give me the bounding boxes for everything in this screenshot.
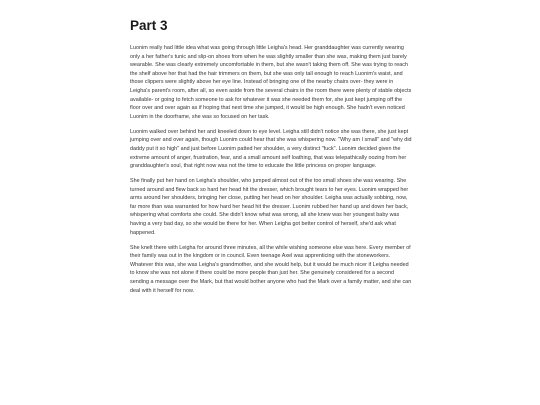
- paragraph-2: Luonim walked over behind her and kneeled down to eye level. Leigha still didn't notice she was there, she just kept jumping over and over again, though Luonim could hear that she was whispering now. "Why am I small" and "why did daddy put it so high" and just before Luonim patted her shoulder, a very distinct "fuck". Luonim decided given the extreme amount of anger, frustration, fear, and a small amount self loathing, that was telepathically oozing from her granddaughter's soul, that right now was not the time to educate the little princess on proper language.: [130, 128, 412, 170]
- paragraph-4: She knelt there with Leigha for around three minutes, all the while wishing someone else was here. Every member of their family was out in the kingdom or in council. Even teenage Axel was apprenticing with the stoneworkers. Whatever this was, she was Leigha's grandmother, and she would help, but it would be much nicer if Leigha needed to know she was not alone if there could be more people than just her. She genuinely considered for a second sending a message over the Mark, but that would bother anyone who had the Mark over a family matter, and she can deal with it herself for now.: [130, 244, 412, 294]
- paragraph-1: Luonim really had little idea what was going through little Leigha's head. Her granddaughter was currently wearing only a her father's tunic and slip-on shoes from when he was slightly smaller than she was, making them just barely wearable. She was clearly extremely uncomfortable in them, but she wasn't taking them off. She was trying to reach the shelf above her that had the hair trimmers on them, but she was only tall enough to reach Luonim's waist, and those clippers were slightly above her eye line. Instead of bringing one of the nearby chairs over- they were in Leigha's parent's room, after all, so even aside from the several chairs in the room there were plenty of stable objects available- or going to fetch someone to ask for whatever it was she needed them for, she just kept jumping off the floor over and over again as if hoping that next time she jumped, it would be high enough. She hadn't even noticed Luonim in the doorframe, she was so focused on her task.: [130, 45, 412, 120]
- chapter-title: Part 3: [130, 18, 168, 33]
- paragraph-3: She finally put her hand on Leigha's shoulder, who jumped almost out of the too small shoes she was wearing. She turned around and flew back so hard her head hit the dresser, which brought tears to her eyes. Luonim wrapped her arms around her shoulders, bringing her close, putting her head on her shoulder. Leigha was actually sobbing, now, far more than was warranted for how hard her head hit the dresser. Luonim rubbed her hand up and down her back, whispering what comforts she could. She didn't know what was wrong, all she knew was her youngest baby was having a very bad day, so she would be there for her. When Leigha got better control of herself, she'd ask what happened.: [130, 178, 409, 236]
- document-page: [130, 18, 412, 302]
